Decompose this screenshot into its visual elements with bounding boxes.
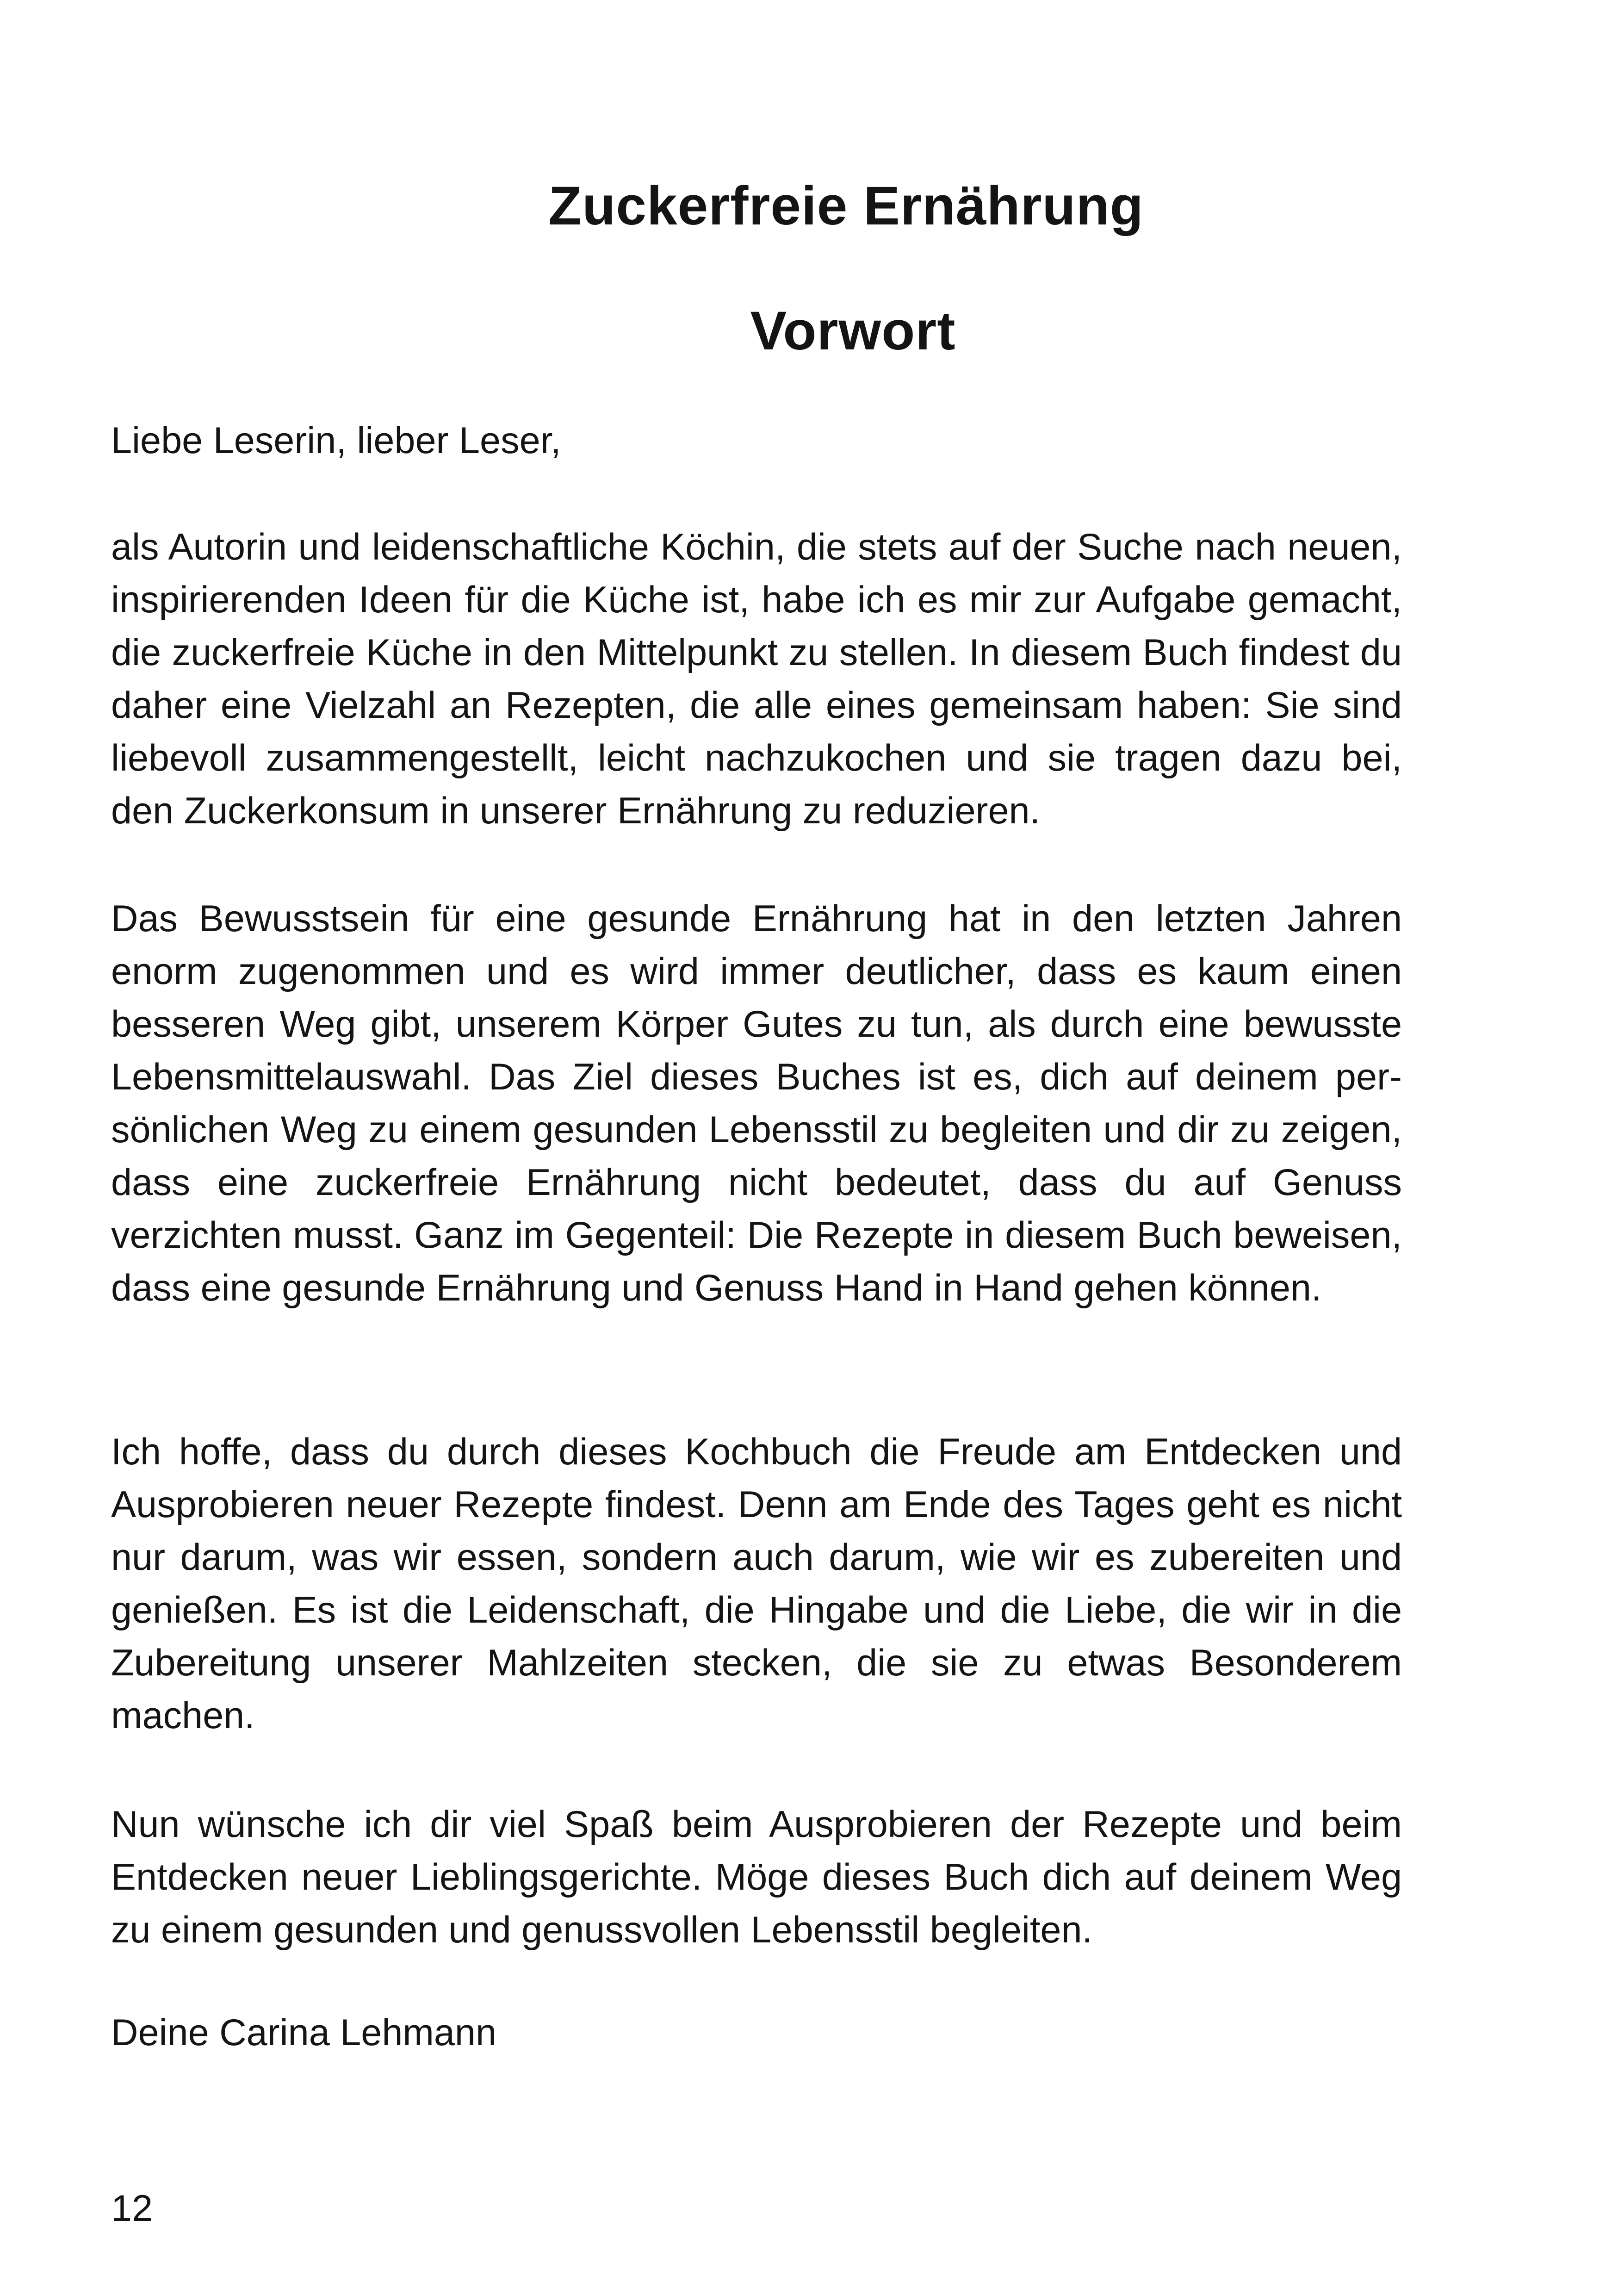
paragraph: Das Bewusstsein für eine gesunde Ernährung hat in den letzten Jahren enorm zugenommen und es wird immer deutlicher, dass es kaum einen besseren Weg gibt, unserem Körper Gutes zu tun, als durch eine bewusste Lebensmittelauswahl. Das Ziel dieses Buches ist es, dich auf deinem persönlichen Weg zu einem gesunden Lebensstil zu begleiten und dir zu zeigen, dass eine zuckerfreie Ernährung nicht bedeutet, dass du auf Genuss verzichten musst. Ganz im Gegenteil: Die Rezepte in diesem Buch beweisen, dass eine gesunde Ernährung und Genuss Hand in Hand gehen können.: [111, 898, 1402, 1309]
paragraph: als Autorin und leidenschaftliche Köchin, die stets auf der Suche nach neuen, inspirierenden Ideen für die Küche ist, habe ich es mir zur Aufgabe gemacht, die zuckerfreie Küche in den Mittelpunkt zu stellen. In diesem Buch findest du daher eine Vielzahl an Rezepten, die alle eines gemeinsam haben: Sie sind liebevoll zusammengestellt, leicht nachzukochen und sie tragen dazu bei, den Zuckerkonsum in unserer Ernährung zu reduzieren.: [111, 526, 1402, 832]
paragraph: Nun wünsche ich dir viel Spaß beim Ausprobieren der Rezepte und beim Entdecken neuer Lieblingsgerichte. Möge dieses Buch dich auf deinem Weg zu einem gesunden und genussvollen Lebensstil begleiten.: [111, 1804, 1402, 1951]
salutation: Liebe Leserin, lieber Leser,: [111, 420, 561, 461]
page-number: 12: [111, 2188, 153, 2229]
signature: Deine Carina Lehmann: [111, 2012, 497, 2053]
book-title: Zuckerfreie Ernährung: [548, 175, 1144, 236]
chapter-title: Vorwort: [750, 300, 956, 361]
paragraph: Ich hoffe, dass du durch dieses Kochbuch die Freude am Entdecken und Ausprobieren neuer Rezepte findest. Denn am Ende des Tages geht es nicht nur darum, was wir essen, sondern auch darum, wie wir es zubereiten und genießen. Es ist die Leidenschaft, die Hingabe und die Liebe, die wir in die Zubereitung unserer Mahlzeiten stecken, die sie zu etwas Besonderem machen.: [111, 1431, 1402, 1736]
